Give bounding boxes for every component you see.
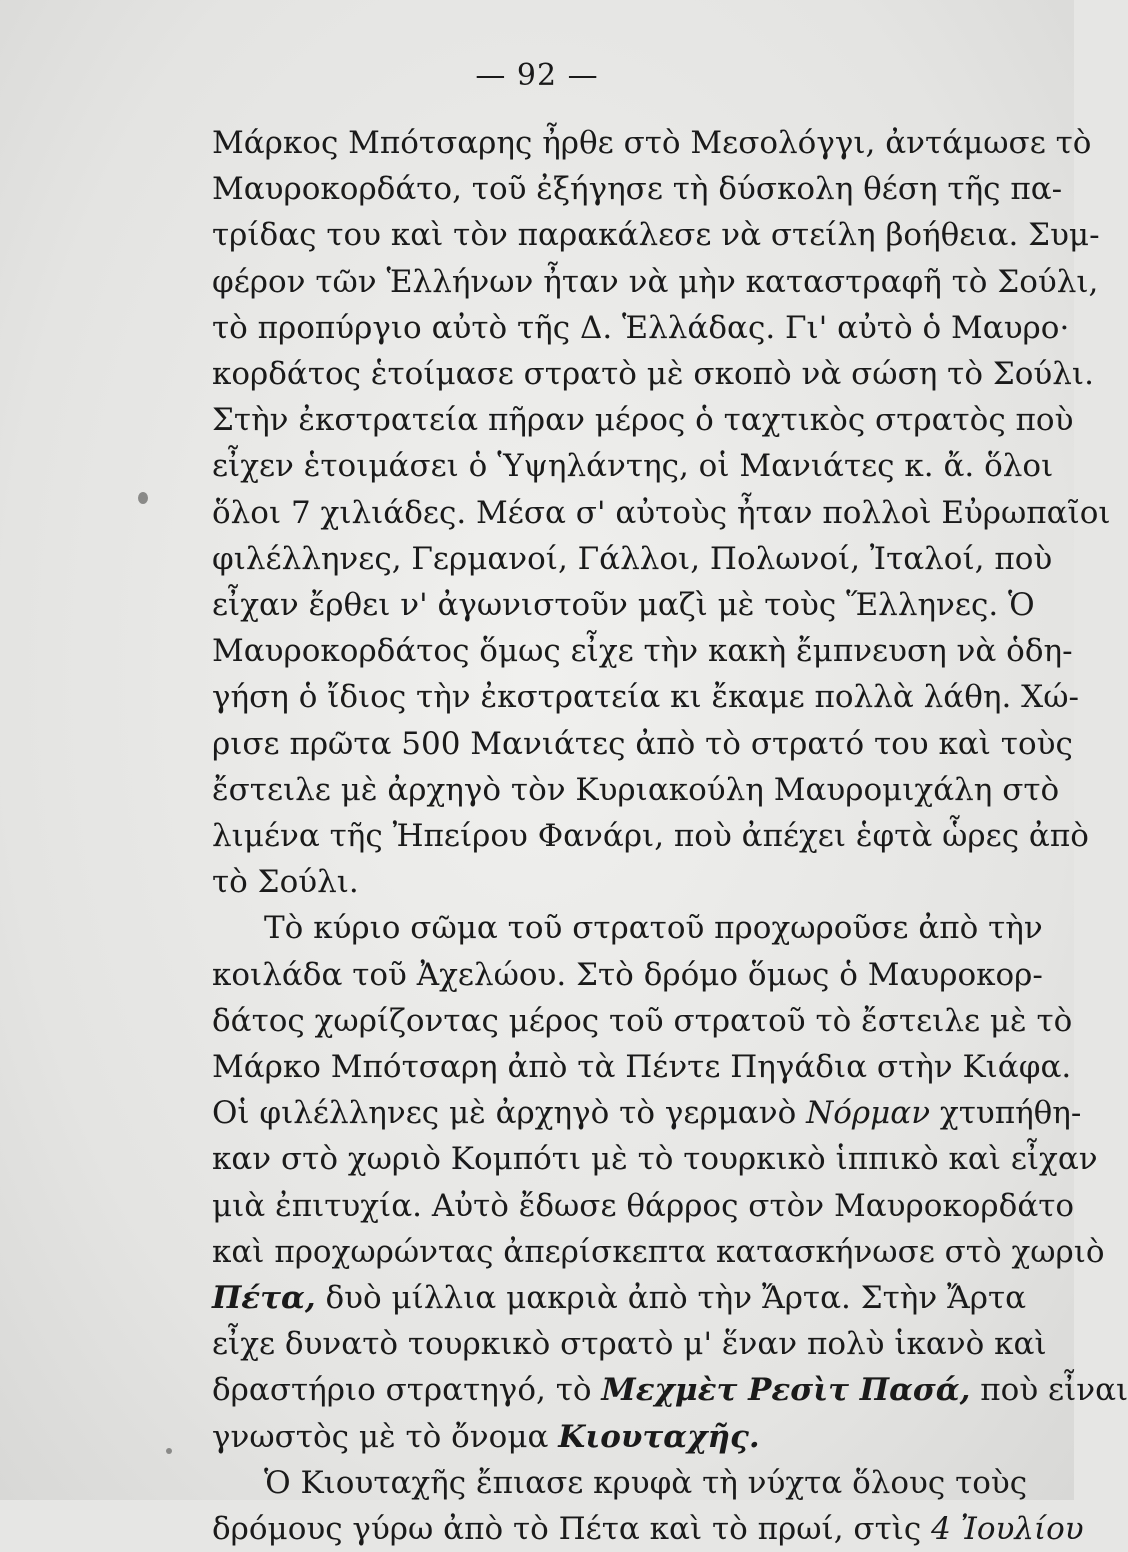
text-line: ἔστειλε μὲ ἀρχηγὸ τὸν Κυριακούλη Μαυρομιχάλη στὸ — [212, 771, 1060, 808]
text-line: μιὰ ἐπιτυχία. Αὐτὸ ἔδωσε θάρρος στὸν Μαυροκορδάτο — [212, 1187, 1075, 1224]
text-line: γήση ὁ ἴδιος τὴν ἐκστρατεία κι ἔκαμε πολλὰ λάθη. Χώ- — [212, 679, 1079, 716]
text-line: Ὁ Κιουταχῆς ἔπιασε κρυφὰ τὴ νύχτα ὅλους τοὺς — [264, 1464, 1028, 1501]
text-line: Τὸ κύριο σῶμα τοῦ στρατοῦ προχωροῦσε ἀπὸ τὴν — [264, 910, 1043, 947]
emphasized-name: Κιουταχῆς. — [558, 1418, 760, 1455]
text-line: δρόμους γύρω ἀπὸ τὸ Πέτα καὶ τὸ πρωί, στὶς 4 Ἰουλίου — [212, 1511, 1084, 1548]
page-number: — 92 — — [475, 58, 599, 93]
text-line: καὶ προχωρώντας ἀπερίσκεπτα κατασκήνωσε στὸ χωριὸ — [212, 1233, 1105, 1270]
page-blemish — [138, 492, 148, 504]
text-line: γνωστὸς μὲ τὸ ὄνομα Κιουταχῆς. — [212, 1418, 760, 1455]
text-line: Οἱ φιλέλληνες μὲ ἀρχηγὸ τὸ γερμανὸ Νόρμαν χτυπήθη- — [212, 1095, 1082, 1132]
text-line: δραστήριο στρατηγό, τὸ Μεχμὲτ Ρεσὶτ Πασά, ποὺ εἶναι — [212, 1372, 1128, 1409]
text-line: Μάρκος Μπότσαρης ἦρθε στὸ Μεσολόγγι, ἀντάμωσε τὸ — [212, 125, 1092, 161]
body-text — [212, 120, 1128, 1552]
text-line: φέρον τῶν Ἑλλήνων ἦταν νὰ μὴν καταστραφῆ τὸ Σούλι, — [212, 263, 1099, 300]
text-line: τὸ προπύργιο αὐτὸ τῆς Δ. Ἑλλάδας. Γι' αὐτὸ ὁ Μαυρο· — [212, 309, 1070, 346]
text-line: Μαυροκορδάτο, τοῦ ἐξήγησε τὴ δύσκολη θέση τῆς πα- — [212, 171, 1063, 208]
text-line: κοιλάδα τοῦ Ἀχελώου. Στὸ δρόμο ὅμως ὁ Μαυροκορ- — [212, 956, 1043, 993]
text-line: Στὴν ἐκστρατεία πῆραν μέρος ὁ ταχτικὸς στρατὸς ποὺ — [212, 402, 1074, 439]
emphasized-name: Πέτα, — [212, 1280, 316, 1317]
text-line: λιμένα τῆς Ἠπείρου Φανάρι, ποὺ ἀπέχει ἑφτὰ ὧρες ἀπὸ — [212, 818, 1089, 855]
text-line: Πέτα, δυὸ μίλλια μακριὰ ἀπὸ τὴν Ἄρτα. Στὴν Ἄρτα — [212, 1280, 1027, 1317]
text-line: ρισε πρῶτα 500 Μανιάτες ἀπὸ τὸ στρατό του καὶ τοὺς — [212, 725, 1073, 762]
text-line: τρίδας του καὶ τὸν παρακάλεσε νὰ στείλη βοήθεια. Συμ- — [212, 217, 1100, 254]
text-line: Μάρκο Μπότσαρη ἀπὸ τὰ Πέντε Πηγάδια στὴν Κιάφα. — [212, 1049, 1072, 1086]
text-line: Μαυροκορδάτος ὅμως εἶχε τὴν κακὴ ἔμπνευση νὰ ὁδη- — [212, 633, 1073, 670]
text-line: ὅλοι 7 χιλιάδες. Μέσα σ' αὐτοὺς ἦταν πολλοὶ Εὐρωπαῖοι — [212, 494, 1111, 531]
text-line: κορδάτος ἑτοίμασε στρατὸ μὲ σκοπὸ νὰ σώση τὸ Σούλι. — [212, 356, 1094, 393]
emphasized-name: 4 Ἰουλίου — [931, 1511, 1084, 1548]
emphasized-name: Νόρμαν — [806, 1095, 931, 1132]
page-blemish — [166, 1448, 172, 1454]
text-line: εἶχεν ἑτοιμάσει ὁ Ὑψηλάντης, οἱ Μανιάτες κ. ἄ. ὅλοι — [212, 448, 1054, 485]
text-line: φιλέλληνες, Γερμανοί, Γάλλοι, Πολωνοί, Ἰταλοί, ποὺ — [212, 540, 1053, 577]
text-line: δάτος χωρίζοντας μέρος τοῦ στρατοῦ τὸ ἔστειλε μὲ τὸ — [212, 1002, 1073, 1039]
emphasized-name: Μεχμὲτ Ρεσὶτ Πασά, — [601, 1372, 971, 1409]
text-line: τὸ Σούλι. — [212, 864, 359, 901]
text-line: εἶχαν ἔρθει ν' ἀγωνιστοῦν μαζὶ μὲ τοὺς Ἕλληνες. Ὁ — [212, 587, 1035, 624]
text-line: εἶχε δυνατὸ τουρκικὸ στρατὸ μ' ἕναν πολὺ ἱκανὸ καὶ — [212, 1326, 1047, 1363]
text-line: καν στὸ χωριὸ Κομπότι μὲ τὸ τουρκικὸ ἱππικὸ καὶ εἶχαν — [212, 1141, 1098, 1178]
